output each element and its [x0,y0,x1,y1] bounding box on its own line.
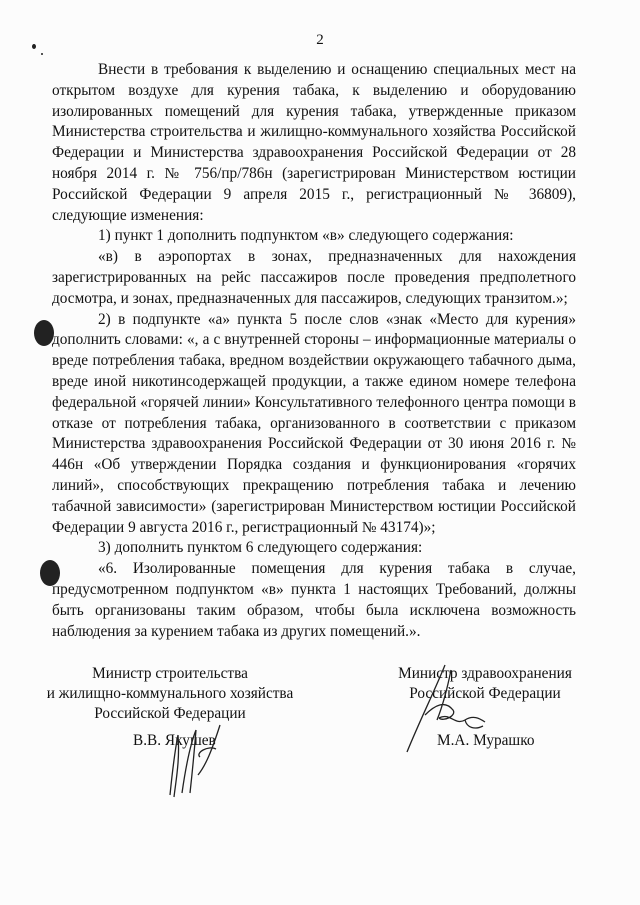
item-3-paragraph: 3) дополнить пунктом 6 следующего содержания: [98,539,423,557]
item-2-paragraph: 2) в подпункте «а» пункта 5 после слов «знак «Место для курения» дополнить словами: «, а с внутренней стороны – информационные материалы о вреде потребления табака, вредном воздействии окружающего табачного дыма, вреде иной никотинсодержащей продукции, а также едином номере телефона федеральной «горячей линии» Консультативного телефонного центра помощи в отказе от потребления табака, организованного в соответствии с приказом Министерства здравоохранения Российской Федерации от 30 июня 2016 г. № 446н «Об утверждении Порядка создания и функционирования «горячих линий», способствующих прекращению потребления табака и лечению табачной зависимости» (зарегистрирован Министерством юстиции Российской Федерации 9 августа 2016 г., регистрационный № 43174)»; [52,310,576,536]
right-signatory-name: М.А. Мурашко [437,732,535,749]
item-1-paragraph: 1) пункт 1 дополнить подпунктом «в» следующего содержания: [98,227,514,245]
item-3-text-paragraph: «6. Изолированные помещения для курения табака в случае, предусмотренном подпунктом «в» пункта 1 настоящих Требований, должны быть организованы таким образом, чтобы была исключена возможность наблюдения за курением табака из других помещений.». [52,560,576,640]
left-title-line: и жилищно-коммунального хозяйства [46,685,294,702]
left-handwritten-signature [150,705,240,800]
hole-punch-mark [34,320,54,346]
item-1-text-paragraph: «в) в аэропортах в зонах, предназначенных для нахождения зарегистрированных на рейс пассажиров после проведения предполетного досмотра, и зонах, предназначенных для пассажиров, следующих транзитом.»; [52,248,576,307]
page-number: 2 [316,32,324,48]
scan-speck-mark [41,53,43,55]
left-signatory-name: В.В. Якушев [133,732,216,749]
right-title-line: Министр здравоохранения [398,665,572,682]
intro-paragraph: Внести в требования к выделению и оснащению специальных мест на открытом воздухе для курения табака, к выделению и оборудованию изолированных помещений для курения табака, утвержденные приказом Министерства строительства и жилищно-коммунального хозяйства Российской Федерации и Министерства здравоохранения Российской Федерации от 28 ноября 2014 г. № 756/пр/786н (зарегистрирован Министерством юстиции Российской Федерации 9 апреля 2015 г., регистрационный № 36809), следующие изменения: [52,61,576,224]
right-handwritten-signature [395,660,505,760]
document-body [52,60,576,642]
left-title-line: Российской Федерации [94,705,246,722]
right-title-line: Российской Федерации [409,685,561,702]
left-title-line: Министр строительства [92,665,248,682]
